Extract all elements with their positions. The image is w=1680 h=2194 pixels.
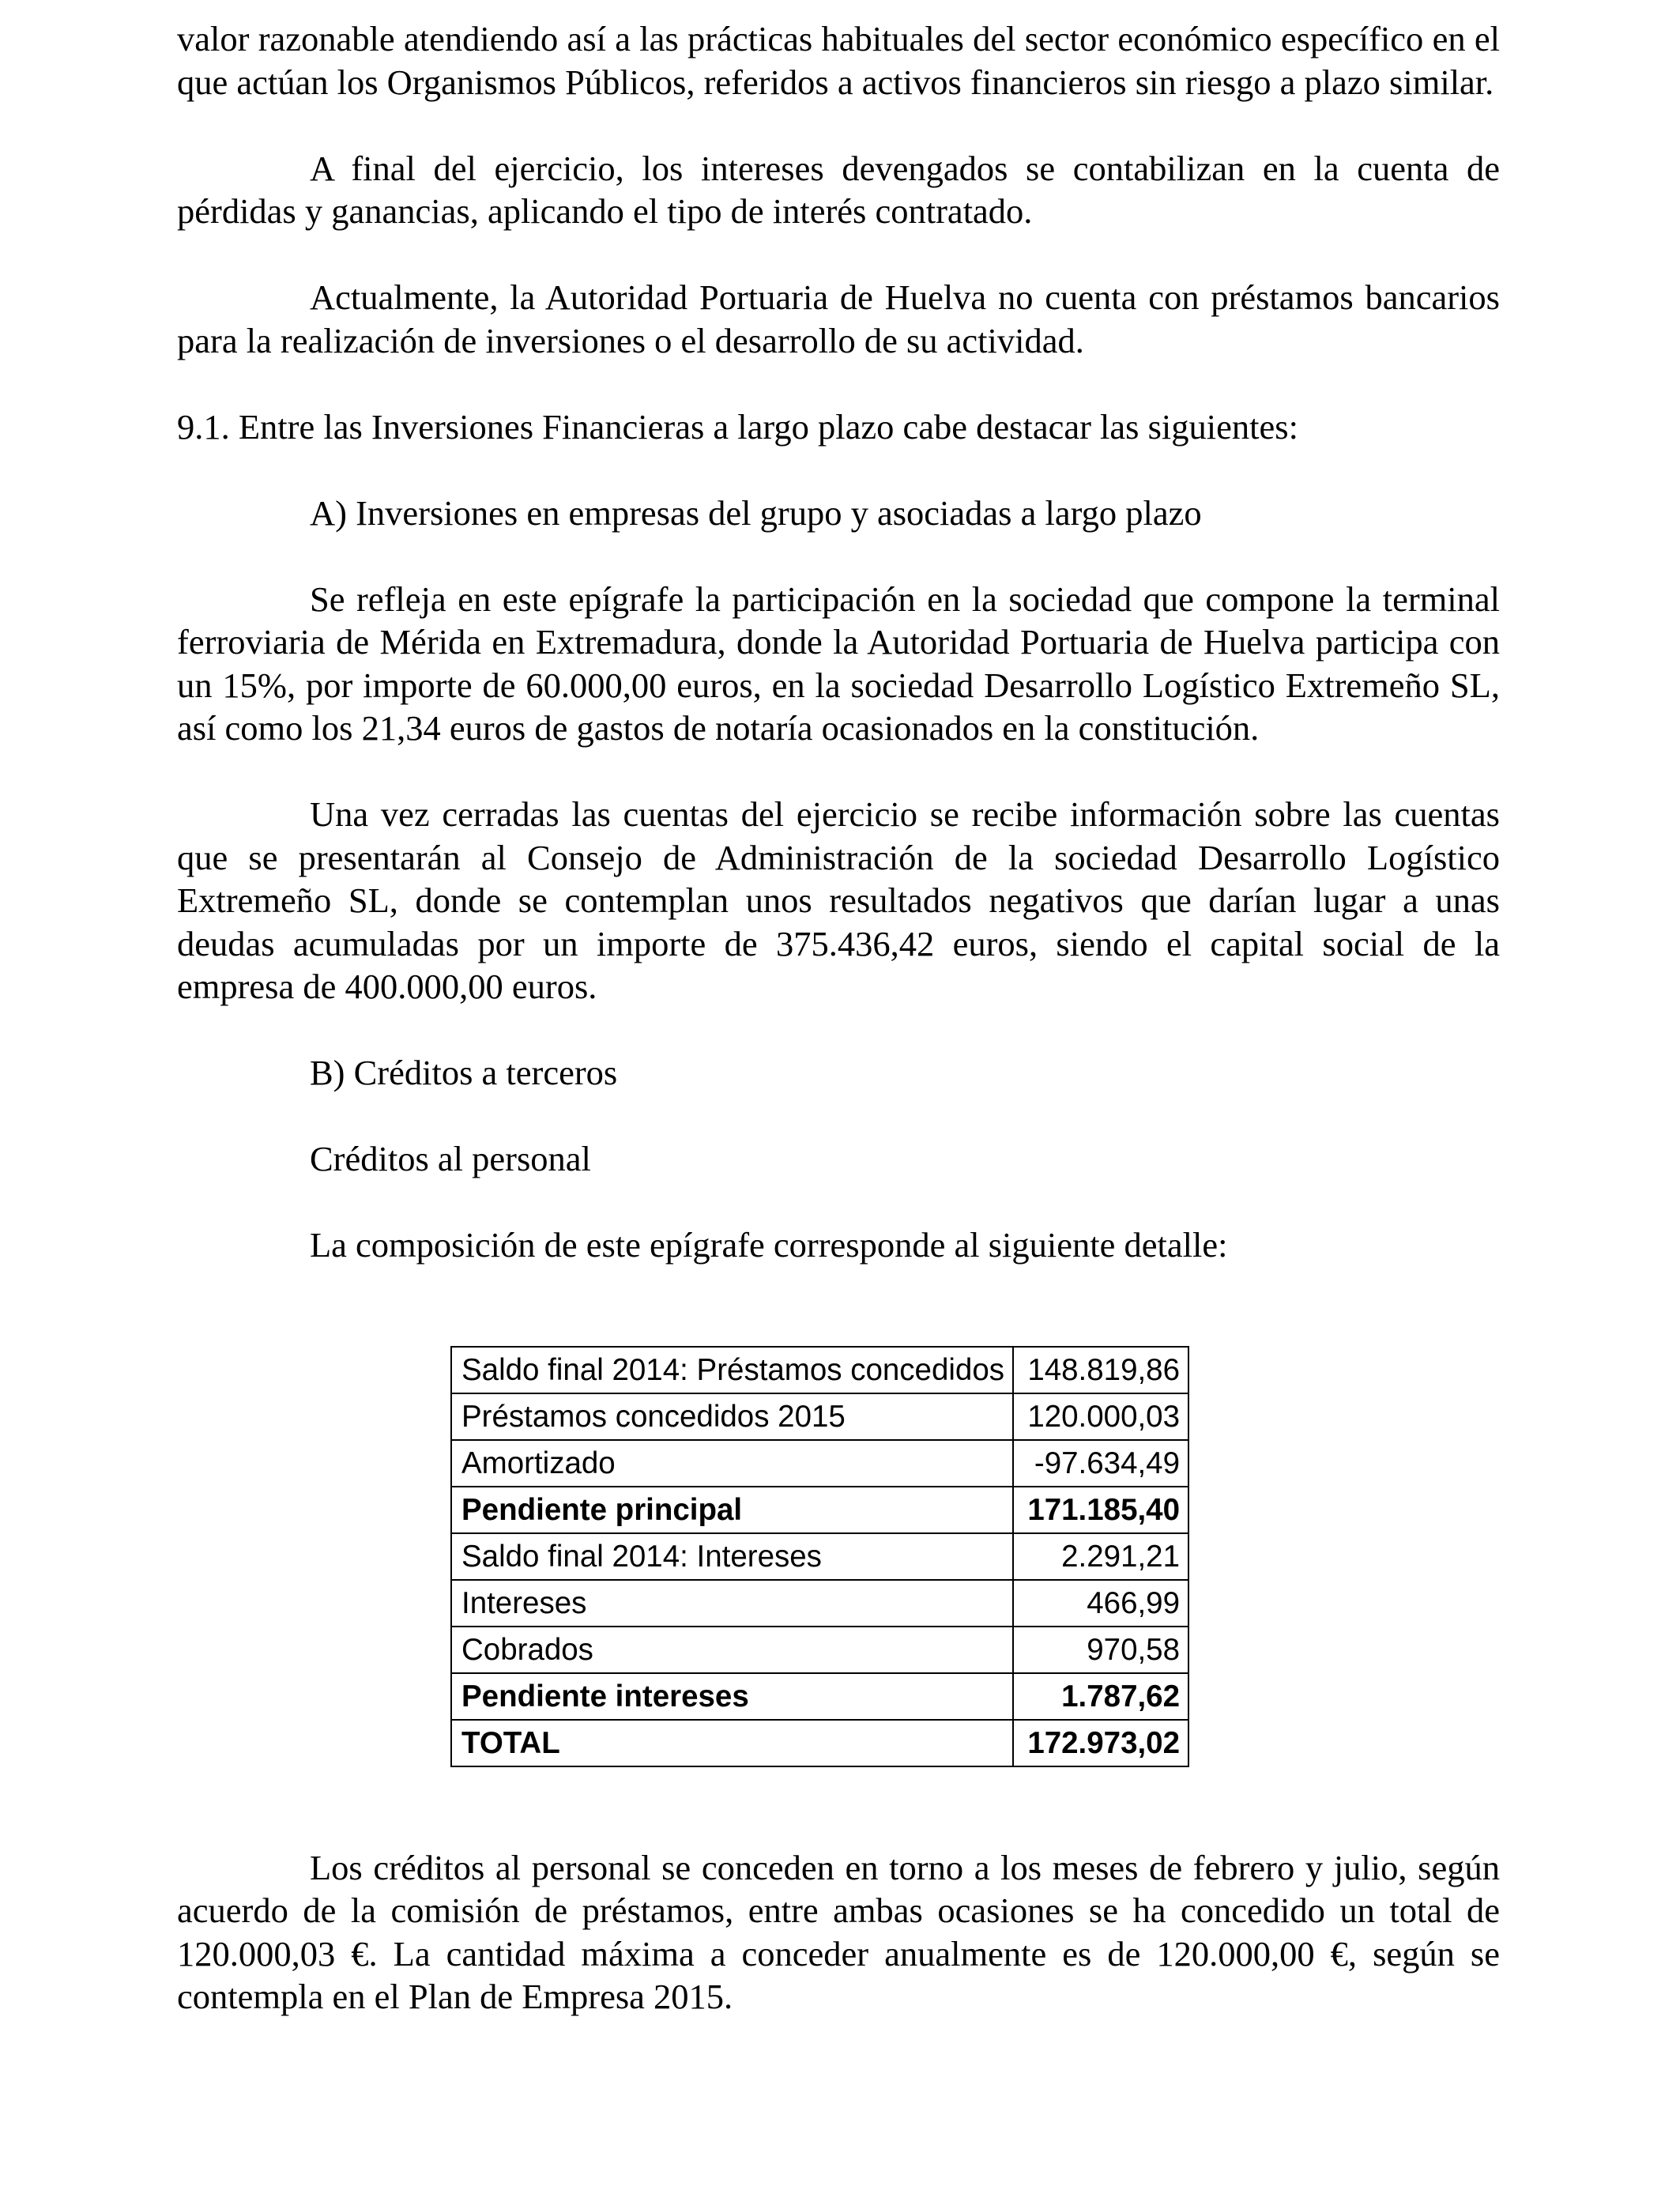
table-row-subtotal [451,1673,1188,1720]
table-row [451,1627,1188,1673]
table-row [451,1347,1188,1393]
paragraph-cuentas-ejercicio: Una vez cerradas las cuentas del ejercicio se recibe información sobre las cuentas que se presentarán al Consejo de Administración de la sociedad Desarrollo Logístico Extremeño SL, donde se contemplan unos resultados negativos que darían lugar a unas deudas acumuladas por un importe de 375.436,42 euros, siendo el capital social de la empresa de 400.000,00 euros. [177,794,1500,1006]
row-label: Saldo final 2014: Préstamos concedidos [451,1347,1013,1393]
row-value: 148.819,86 [1013,1347,1188,1393]
table-row [451,1440,1188,1487]
row-label: Préstamos concedidos 2015 [451,1393,1013,1440]
table-row-total [451,1720,1188,1766]
row-label: Pendiente intereses [451,1673,1013,1720]
row-value: 120.000,03 [1013,1393,1188,1440]
paragraph-valor-razonable: valor razonable atendiendo así a las prácticas habituales del sector económico específico en el que actúan los Organismos Públicos, referidos a activos financieros sin riesgo a plazo similar. [177,19,1500,102]
heading-creditos-terceros: B) Créditos a terceros [310,1053,618,1092]
row-label: Amortizado [451,1440,1013,1487]
row-label: TOTAL [451,1720,1013,1766]
row-label: Cobrados [451,1627,1013,1673]
table-row-subtotal [451,1487,1188,1533]
row-value: 172.973,02 [1013,1720,1188,1766]
row-label: Saldo final 2014: Intereses [451,1533,1013,1580]
row-value: 1.787,62 [1013,1673,1188,1720]
table-row [451,1393,1188,1440]
section-9-1-heading: 9.1. Entre las Inversiones Financieras a largo plazo cabe destacar las siguientes: [177,406,1298,447]
row-label: Intereses [451,1580,1013,1627]
table-row [451,1533,1188,1580]
row-value: 466,99 [1013,1580,1188,1627]
row-value: 2.291,21 [1013,1533,1188,1580]
paragraph-creditos-personal-concesion: Los créditos al personal se conceden en torno a los meses de febrero y julio, según acuerdo de la comisión de préstamos, entre ambas ocasiones se ha concedido un total de 120.000,03 €. La cantidad máxima a conceder anualmente es de 120.000,00 €, según se contempla en el Plan de Empresa 2015. [177,1847,1500,2016]
paragraph-participacion-merida: Se refleja en este epígrafe la participación en la sociedad que compone la terminal ferroviaria de Mérida en Extremadura, donde la Autoridad Portuaria de Huelva participa con un 15%, por importe de 60.000,00 euros, en la sociedad Desarrollo Logístico Extremeño SL, así como los 21,34 euros de gastos de notaría ocasionados en la constitución. [177,579,1500,748]
detail-table-wrapper [450,1346,1500,1767]
paragraph-prestamos-bancarios: Actualmente, la Autoridad Portuaria de Huelva no cuenta con préstamos bancarios para la realización de inversiones o el desarrollo de su actividad. [177,277,1500,360]
table-intro: La composición de este epígrafe corresponde al siguiente detalle: [310,1225,1228,1265]
row-value: 970,58 [1013,1627,1188,1673]
row-value: 171.185,40 [1013,1487,1188,1533]
row-value: -97.634,49 [1013,1440,1188,1487]
creditos-personal-table [450,1346,1189,1767]
subheading-creditos-personal: Créditos al personal [310,1139,591,1178]
row-label: Pendiente principal [451,1487,1013,1533]
paragraph-intereses-devengados: A final del ejercicio, los intereses devengados se contabilizan en la cuenta de pérdidas y ganancias, aplicando el tipo de interés contratado. [177,148,1500,231]
document-page [177,17,1500,2019]
table-row [451,1580,1188,1627]
heading-inversiones-grupo: A) Inversiones en empresas del grupo y asociadas a largo plazo [310,492,1202,533]
